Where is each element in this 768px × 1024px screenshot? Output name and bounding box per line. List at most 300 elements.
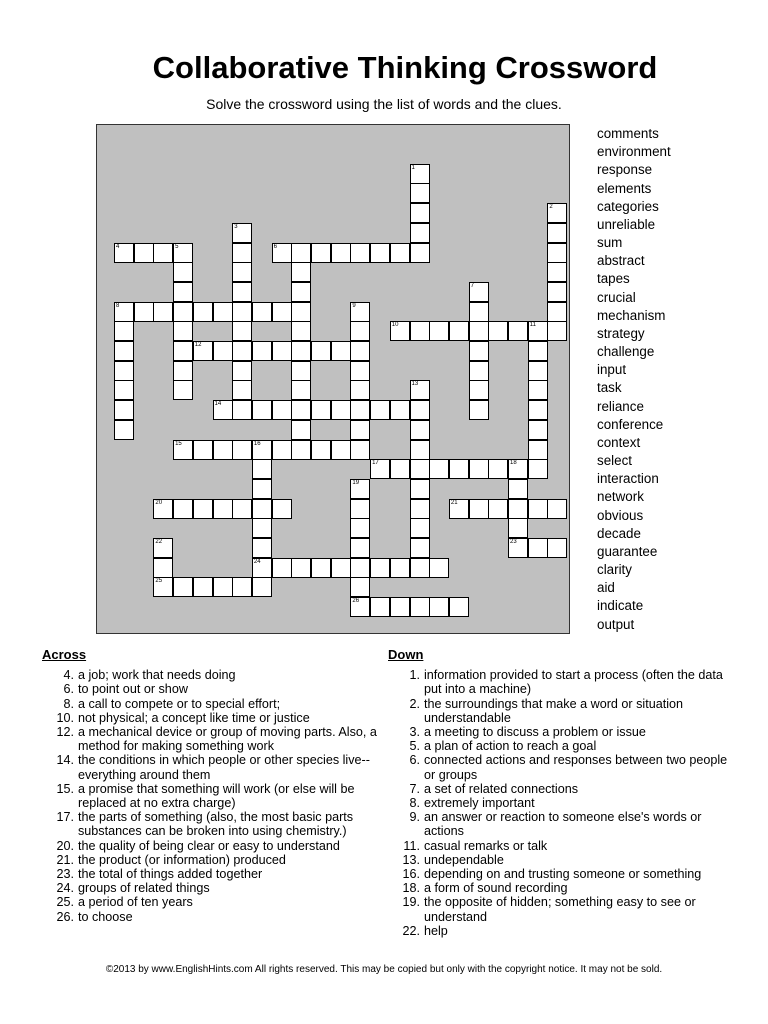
grid-cell[interactable] [252, 499, 272, 519]
cell-number: 16 [253, 440, 261, 447]
cell-number: 25 [155, 578, 163, 585]
across-clue [42, 697, 378, 711]
grid-cell[interactable] [469, 361, 489, 381]
word-bank-item: crucial [597, 289, 636, 305]
grid-cell[interactable] [410, 499, 430, 519]
grid-cell[interactable] [547, 538, 567, 558]
grid-cell[interactable] [173, 499, 193, 519]
grid-cell[interactable] [508, 499, 528, 519]
across-clue [42, 668, 378, 682]
word-bank-item: elements [597, 180, 652, 196]
grid-cell[interactable] [390, 400, 410, 420]
cell-number: 4 [116, 243, 120, 250]
grid-cell[interactable] [173, 302, 193, 322]
clue-text: the quality of being clear or easy to understand [78, 838, 340, 853]
clue-text: to point out or show [78, 682, 188, 697]
word-bank [597, 125, 671, 634]
grid-cell[interactable] [488, 499, 508, 519]
grid-cell[interactable] [153, 538, 173, 558]
grid-cell[interactable] [528, 440, 548, 460]
clue-text: the total of things added together [78, 867, 263, 882]
clue-text: a call to compete or to special effort; [78, 696, 281, 711]
clue-text: a period of ten years [78, 895, 193, 910]
grid-cell[interactable] [469, 380, 489, 400]
word-bank-item: aid [597, 580, 615, 596]
grid-cell[interactable] [153, 243, 173, 263]
grid-cell[interactable] [350, 420, 370, 440]
cell-number: 6 [273, 243, 277, 250]
clue-text: a set of related connections [424, 781, 579, 796]
grid-cell[interactable] [114, 341, 134, 361]
clue-number: 1. [409, 668, 420, 683]
down-clue [388, 881, 728, 895]
grid-cell[interactable] [508, 479, 528, 499]
grid-cell[interactable] [213, 302, 233, 322]
grid-cell[interactable] [114, 420, 134, 440]
grid-cell[interactable] [469, 321, 489, 341]
clue-text: a plan of action to reach a goal [424, 739, 597, 754]
grid-cell[interactable] [193, 499, 213, 519]
grid-cell[interactable] [429, 321, 449, 341]
grid-cell[interactable] [390, 321, 410, 341]
grid-cell[interactable] [449, 597, 469, 617]
word-bank-item: mechanism [597, 307, 666, 323]
down-clue [388, 796, 728, 810]
grid-cell[interactable] [547, 203, 567, 223]
grid-cell[interactable] [173, 380, 193, 400]
clue-number: 20. [56, 838, 74, 853]
clue-number: 21. [56, 852, 74, 867]
grid-cell[interactable] [350, 597, 370, 617]
grid-cell[interactable] [350, 341, 370, 361]
grid-cell[interactable] [449, 459, 469, 479]
grid-cell[interactable] [350, 577, 370, 597]
word-bank-item: unreliable [597, 216, 656, 232]
grid-cell[interactable] [173, 243, 193, 263]
grid-cell[interactable] [547, 282, 567, 302]
clue-text: help [424, 923, 448, 938]
grid-cell[interactable] [410, 420, 430, 440]
grid-cell[interactable] [252, 459, 272, 479]
grid-cell[interactable] [173, 361, 193, 381]
clue-number: 25. [56, 895, 74, 910]
grid-cell[interactable] [370, 400, 390, 420]
grid-cell[interactable] [350, 243, 370, 263]
grid-cell[interactable] [547, 302, 567, 322]
grid-cell[interactable] [449, 321, 469, 341]
word-bank-item: select [597, 453, 632, 469]
grid-cell[interactable] [311, 558, 331, 578]
grid-cell[interactable] [114, 361, 134, 381]
grid-cell[interactable] [252, 302, 272, 322]
clue-text: the parts of something (also, the most basic parts substances can be broken into using chemistry.) [78, 810, 354, 839]
across-clue [42, 839, 378, 853]
word-bank-item: indicate [597, 598, 644, 614]
clue-number: 13. [402, 852, 420, 867]
cell-number: 15 [175, 440, 182, 447]
grid-cell[interactable] [410, 479, 430, 499]
word-bank-item: tapes [597, 271, 630, 287]
grid-cell[interactable] [528, 538, 548, 558]
grid-cell[interactable] [311, 440, 331, 460]
grid-cell[interactable] [173, 577, 193, 597]
across-clue [42, 711, 378, 725]
grid-cell[interactable] [114, 380, 134, 400]
grid-cell[interactable] [410, 518, 430, 538]
grid-cell[interactable] [547, 321, 567, 341]
grid-cell[interactable] [311, 400, 331, 420]
grid-cell[interactable] [429, 558, 449, 578]
cell-number: 26 [352, 598, 360, 605]
grid-cell[interactable] [410, 183, 430, 203]
grid-cell[interactable] [370, 597, 390, 617]
grid-cell[interactable] [449, 499, 469, 519]
clue-text: a promise that something will work (or else will be replaced at no extra charge) [78, 781, 355, 811]
grid-cell[interactable] [350, 361, 370, 381]
grid-cell[interactable] [252, 518, 272, 538]
grid-cell[interactable] [508, 321, 528, 341]
grid-cell[interactable] [331, 243, 351, 263]
grid-cell[interactable] [252, 577, 272, 597]
cell-number: 24 [253, 558, 261, 565]
grid-cell[interactable] [488, 321, 508, 341]
word-bank-item: guarantee [597, 543, 658, 559]
grid-cell[interactable] [508, 459, 528, 479]
grid-cell[interactable] [410, 203, 430, 223]
clue-text: a meeting to discuss a problem or issue [424, 725, 646, 740]
down-clue [388, 895, 728, 923]
clue-number: 8. [63, 696, 74, 711]
page-subtitle: Solve the crossword using the list of words and the clues. [206, 96, 562, 112]
across-clue [42, 782, 378, 810]
grid-cell[interactable] [232, 302, 252, 322]
across-clue [42, 725, 378, 753]
grid-cell[interactable] [291, 262, 311, 282]
grid-cell[interactable] [153, 577, 173, 597]
clue-text: information provided to start a process (often the data put into a machine) [424, 668, 723, 697]
grid-cell[interactable] [291, 243, 311, 263]
clue-number: 3. [409, 725, 420, 740]
cell-number: 9 [352, 302, 356, 309]
grid-cell[interactable] [173, 440, 193, 460]
grid-cell[interactable] [291, 341, 311, 361]
grid-cell[interactable] [350, 380, 370, 400]
grid-cell[interactable] [252, 479, 272, 499]
grid-cell[interactable] [469, 499, 489, 519]
word-bank-item: output [597, 616, 635, 632]
grid-cell[interactable] [114, 321, 134, 341]
grid-cell[interactable] [232, 400, 252, 420]
clue-number: 26. [56, 909, 74, 924]
clue-text: extremely important [424, 796, 535, 811]
grid-cell[interactable] [291, 282, 311, 302]
grid-cell[interactable] [311, 243, 331, 263]
grid-cell[interactable] [528, 380, 548, 400]
grid-cell[interactable] [153, 302, 173, 322]
grid-cell[interactable] [291, 420, 311, 440]
grid-cell[interactable] [370, 459, 390, 479]
grid-cell[interactable] [410, 380, 430, 400]
grid-cell[interactable] [213, 440, 233, 460]
grid-cell[interactable] [547, 223, 567, 243]
grid-cell[interactable] [153, 499, 173, 519]
grid-cell[interactable] [232, 223, 252, 243]
across-heading: Across [42, 647, 87, 662]
word-bank-item: response [597, 162, 653, 178]
grid-cell[interactable] [390, 597, 410, 617]
down-clue [388, 668, 728, 696]
across-clue [42, 867, 378, 881]
clue-number: 12. [56, 725, 74, 740]
cell-number: 23 [510, 539, 517, 545]
grid-cell[interactable] [410, 321, 430, 341]
grid-cell[interactable] [291, 400, 311, 420]
grid-cell[interactable] [252, 538, 272, 558]
grid-cell[interactable] [232, 440, 252, 460]
grid-cell[interactable] [469, 400, 489, 420]
clue-text: a form of sound recording [424, 881, 568, 896]
grid-cell[interactable] [252, 400, 272, 420]
grid-cell[interactable] [528, 400, 548, 420]
grid-cell[interactable] [469, 302, 489, 322]
grid-cell[interactable] [291, 321, 311, 341]
crossword-grid [96, 124, 570, 634]
grid-cell[interactable] [173, 321, 193, 341]
cell-number: 2 [549, 204, 553, 211]
grid-cell[interactable] [547, 243, 567, 263]
page-title: Collaborative Thinking Crossword [152, 50, 658, 85]
grid-cell[interactable] [350, 321, 370, 341]
grid-cell[interactable] [232, 361, 252, 381]
grid-cell[interactable] [528, 341, 548, 361]
grid-cell[interactable] [272, 440, 292, 460]
clue-text: the product (or information) produced [78, 852, 286, 867]
cell-number: 10 [391, 322, 399, 329]
grid-cell[interactable] [134, 302, 154, 322]
grid-cell[interactable] [252, 558, 272, 578]
grid-cell[interactable] [390, 558, 410, 578]
word-bank-item: comments [597, 126, 659, 141]
clue-text: the conditions in which people or other species live-- everything around them [78, 753, 370, 782]
grid-cell[interactable] [291, 380, 311, 400]
grid-cell[interactable] [331, 400, 351, 420]
down-heading: Down [388, 647, 424, 662]
clue-text: groups of related things [78, 881, 210, 896]
clue-number: 7. [409, 781, 420, 796]
grid-cell[interactable] [488, 459, 508, 479]
word-bank-item: reliance [597, 398, 644, 414]
clue-number: 5. [409, 739, 420, 754]
grid-cell[interactable] [350, 558, 370, 578]
cell-number: 22 [155, 539, 163, 545]
grid-cell[interactable] [291, 558, 311, 578]
grid-cell[interactable] [252, 440, 272, 460]
cell-number: 11 [529, 322, 536, 329]
grid-cell[interactable] [331, 440, 351, 460]
down-clue [388, 839, 728, 853]
grid-cell[interactable] [350, 479, 370, 499]
clue-text: an answer or reaction to someone else's words or actions [424, 810, 702, 839]
clue-text: casual remarks or talk [424, 838, 548, 853]
grid-cell[interactable] [153, 558, 173, 578]
grid-cell[interactable] [232, 499, 252, 519]
cell-number: 8 [116, 302, 120, 309]
clue-text: to choose [78, 909, 133, 924]
grid-cell[interactable] [429, 459, 449, 479]
grid-cell[interactable] [410, 558, 430, 578]
grid-cell[interactable] [213, 577, 233, 597]
across-clues [42, 648, 378, 924]
grid-cell[interactable] [410, 538, 430, 558]
clue-number: 17. [56, 810, 74, 825]
grid-cell[interactable] [410, 440, 430, 460]
grid-cell[interactable] [528, 499, 548, 519]
grid-cell[interactable] [232, 282, 252, 302]
grid-cell[interactable] [193, 577, 213, 597]
cell-number: 20 [155, 499, 163, 506]
grid-cell[interactable] [350, 518, 370, 538]
grid-cell[interactable] [213, 499, 233, 519]
down-clue [388, 782, 728, 796]
grid-cell[interactable] [272, 243, 292, 263]
cell-number: 13 [411, 381, 419, 388]
grid-cell[interactable] [350, 538, 370, 558]
down-clue [388, 697, 728, 725]
grid-cell[interactable] [528, 459, 548, 479]
grid-cell[interactable] [528, 321, 548, 341]
grid-cell[interactable] [193, 440, 213, 460]
grid-cell[interactable] [410, 223, 430, 243]
grid-cell[interactable] [232, 262, 252, 282]
grid-cell[interactable] [528, 361, 548, 381]
grid-cell[interactable] [252, 341, 272, 361]
grid-cell[interactable] [547, 262, 567, 282]
grid-cell[interactable] [213, 341, 233, 361]
grid-cell[interactable] [410, 400, 430, 420]
grid-cell[interactable] [469, 341, 489, 361]
cell-number: 21 [450, 499, 458, 506]
grid-cell[interactable] [350, 440, 370, 460]
across-clue [42, 753, 378, 781]
grid-cell[interactable] [232, 380, 252, 400]
clue-number: 9. [409, 810, 420, 825]
grid-cell[interactable] [528, 420, 548, 440]
grid-cell[interactable] [311, 341, 331, 361]
grid-cell[interactable] [272, 400, 292, 420]
word-bank-item: decade [597, 525, 641, 541]
clue-text: the opposite of hidden; something easy to see or understand [424, 895, 696, 924]
clue-number: 2. [409, 696, 420, 711]
clue-number: 8. [409, 796, 420, 811]
grid-cell[interactable] [547, 499, 567, 519]
copyright-footer: ©2013 by www.EnglishHints.com All rights reserved. This may be copied but only with the copyright notice. It may not be sold. [105, 964, 663, 975]
grid-cell[interactable] [370, 558, 390, 578]
across-clue [42, 910, 378, 924]
cell-number: 17 [372, 460, 379, 467]
word-bank-item: strategy [597, 325, 645, 341]
across-clue [42, 810, 378, 838]
cell-number: 18 [510, 460, 517, 467]
word-bank-item: challenge [597, 344, 655, 360]
grid-cell[interactable] [350, 499, 370, 519]
grid-cell[interactable] [272, 499, 292, 519]
down-clue [388, 753, 728, 781]
grid-cell[interactable] [508, 518, 528, 538]
grid-cell[interactable] [390, 459, 410, 479]
word-bank-item: categories [597, 198, 659, 214]
grid-cell[interactable] [134, 243, 154, 263]
word-bank-item: context [597, 434, 641, 450]
clue-number: 16. [402, 867, 420, 882]
clue-text: a job; work that needs doing [78, 668, 236, 683]
clue-number: 22. [402, 923, 420, 938]
clue-number: 14. [56, 753, 74, 768]
clue-text: a mechanical device or group of moving parts. Also, a method for making something work [78, 725, 377, 754]
grid-cell[interactable] [232, 577, 252, 597]
grid-cell[interactable] [390, 243, 410, 263]
grid-cell[interactable] [193, 341, 213, 361]
grid-cell[interactable] [331, 341, 351, 361]
clue-number: 10. [56, 710, 74, 725]
grid-cell[interactable] [114, 302, 134, 322]
grid-cell[interactable] [173, 282, 193, 302]
clue-text: connected actions and responses between two people or groups [424, 753, 728, 782]
grid-cell[interactable] [370, 243, 390, 263]
cell-number: 12 [194, 342, 202, 348]
grid-cell[interactable] [410, 164, 430, 184]
grid-cell[interactable] [410, 597, 430, 617]
grid-cell[interactable] [272, 302, 292, 322]
grid-cell[interactable] [173, 262, 193, 282]
grid-cell[interactable] [193, 302, 213, 322]
grid-cell[interactable] [508, 538, 528, 558]
down-clue [388, 725, 728, 739]
grid-cell[interactable] [213, 400, 233, 420]
grid-cell[interactable] [291, 361, 311, 381]
clue-number: 18. [402, 881, 420, 896]
grid-cell[interactable] [232, 243, 252, 263]
word-bank-item: task [597, 380, 622, 396]
grid-cell[interactable] [410, 243, 430, 263]
grid-cell[interactable] [173, 341, 193, 361]
clue-text: undependable [424, 852, 504, 867]
grid-cell[interactable] [291, 440, 311, 460]
grid-cell[interactable] [272, 558, 292, 578]
word-bank-item: sum [597, 235, 623, 251]
grid-cell[interactable] [410, 459, 430, 479]
grid-cell[interactable] [429, 597, 449, 617]
grid-cell[interactable] [272, 341, 292, 361]
word-bank-item: clarity [597, 562, 632, 578]
word-bank-item: input [597, 362, 627, 378]
grid-cell[interactable] [350, 400, 370, 420]
clue-number: 11. [403, 838, 420, 853]
across-clue [42, 881, 378, 895]
grid-cell[interactable] [291, 302, 311, 322]
clue-number: 6. [409, 753, 420, 768]
grid-cell[interactable] [469, 459, 489, 479]
grid-cell[interactable] [114, 400, 134, 420]
clue-text: not physical; a concept like time or justice [78, 710, 310, 725]
cell-number: 19 [352, 479, 360, 486]
clue-number: 19. [402, 895, 420, 910]
grid-cell[interactable] [232, 341, 252, 361]
grid-cell[interactable] [114, 243, 134, 263]
grid-cell[interactable] [232, 321, 252, 341]
grid-cell[interactable] [469, 282, 489, 302]
grid-cell[interactable] [350, 302, 370, 322]
grid-cell[interactable] [331, 558, 351, 578]
